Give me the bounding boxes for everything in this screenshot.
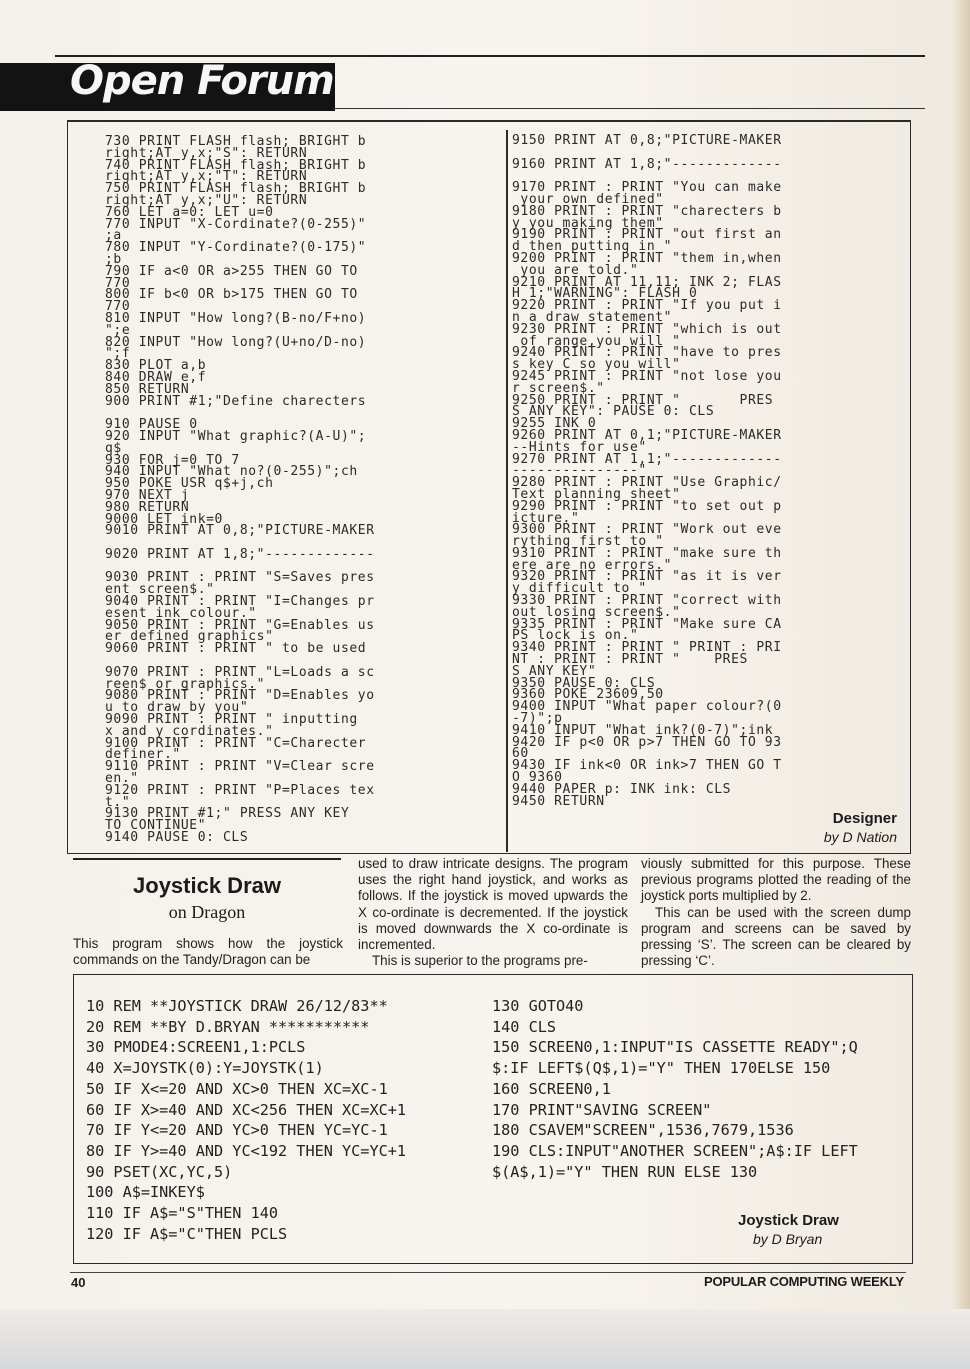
dragon-listing-credit — [738, 1212, 839, 1247]
header-rule — [55, 55, 925, 57]
header-underline — [333, 108, 925, 109]
magazine-name: POPULAR COMPUTING WEEKLY — [704, 1274, 904, 1289]
listing-credit-title: Designer — [832, 810, 897, 827]
column-divider — [506, 130, 508, 852]
page-number: 40 — [71, 1275, 86, 1290]
dragon-credit-title: Joystick Draw — [738, 1212, 839, 1229]
listing-credit-author: by D Nation — [823, 829, 897, 845]
dragon-listing-right: 130 GOTO40 140 CLS 150 SCREEN0,1:INPUT"IS CASSETTE READY";Q $:IF LEFT$(Q$,1)="Y" THEN 170ELSE 150 160 SCREEN0,1 170 PRINT"SAVING SCREEN" 180 CSAVEM"SCREEN",1536,7679,1536 190 CLS:INPUT"ANOTHER SCREEN";A$:IF LEFT $(A$,1)="Y" THEN RUN ELSE 130 — [492, 997, 858, 1181]
article-column-2: used to draw intricate designs. The program uses the right hand joystick, and works as follows. If the joystick is moved upwards the X co-ordinate is decremented. If the joystick is moved downwards the X co-ordinate is incremented. This is superior to the programs pre- — [358, 856, 628, 969]
spectrum-listing-left: 730 PRINT FLASH flash; BRIGHT b right;AT y,x;"S": RETURN 740 PRINT FLASH flash; BRIGHT b right;AT y,x;"T": RETURN 750 PRINT FLASH flash; BRIGHT b right;AT y,x;"U": RETURN 760 LET a=0: LET u=0 770 INPUT "X-Cordinate?(0-255)" ;a 780 INPUT "Y-Cordinate?(0-175)" ;b 790 IF a<0 OR a>255 THEN GO TO 770 800 IF b<0 OR b>175 THEN GO TO 770 810 INPUT "How long?(B-no/F+no) ";e 820 INPUT "How long?(U+no/D-no) ";f 830 PLOT a,b 840 DRAW e,f 850 RETURN 900 PRINT #1;"Define charecters 910 PAUSE 0 920 INPUT "What graphic?(A-U)"; q$ 930 FOR j=0 TO 7 940 INPUT "What no?(0-255)";ch 950 POKE USR q$+j,ch 970 NEXT j 980 RETURN 9000 LET ink=0 9010 PRINT AT 0,8;"PICTURE-MAKER 9020 PRINT AT 1,8;"------------- 9030 PRINT : PRINT "S=Saves pres ent screen$." 9040 PRINT : PRINT "I=Changes pr esent ink colour." 9050 PRINT : PRINT "G=Enables us er defined graphics" 9060 PRINT : PRINT " to be used 9070 PRINT : PRINT "L=Loads a sc reen$ or graphics." 9080 PRINT : PRINT "D=Enables yo u to draw by you" 9090 PRINT : PRINT " inputting x and y cordinates." 9100 PRINT : PRINT "C=Charecter definer." 9110 PRINT : PRINT "V=Clear scre en." 9120 PRINT : PRINT "P=Places tex t." 9130 PRINT #1;" PRESS ANY KEY TO CONTINUE" 9140 PAUSE 0: CLS — [105, 134, 375, 846]
article-title: Joystick Draw — [133, 873, 281, 898]
article-column-1: This program shows how the joystick commands on the Tandy/Dragon can be — [73, 936, 343, 968]
spectrum-listing-right: 9150 PRINT AT 0,8;"PICTURE-MAKER 9160 PRINT AT 1,8;"------------- 9170 PRINT : PRINT "You can make your own defined" 9180 PRINT : PRINT "charecters b y you making them" 9190 PRINT : PRINT "out first an d then putting in " 9200 PRINT : PRINT "them in,when you are told." 9210 PRINT AT 11,11; INK 2; FLAS H 1;"WARNING": FLASH 0 9220 PRINT : PRINT "If you put i n a draw statement" 9230 PRINT : PRINT "which is out of range,you will " 9240 PRINT : PRINT "have to pres s key C so you will" 9245 PRINT : PRINT "not lose you r screen$." 9250 PRINT : PRINT " PRES S ANY KEY": PAUSE 0: CLS 9255 INK 0 9260 PRINT AT 0,1;"PICTURE-MAKER --Hints for use" 9270 PRINT AT 1,1;"------------- ---------------" 9280 PRINT : PRINT "Use Graphic/ Text planning sheet" 9290 PRINT : PRINT "to set out p icture." 9300 PRINT : PRINT "Work out eve rything first to " 9310 PRINT : PRINT "make sure th ere are no errors." 9320 PRINT : PRINT "as it is ver y difficult to " 9330 PRINT : PRINT "correct with out losing screen$." 9335 PRINT : PRINT "Make sure CA PS lock is on." 9340 PRINT : PRINT " PRINT : PRI NT : PRINT : PRINT " PRES S ANY KEY" 9350 PAUSE 0: CLS 9360 POKE 23609,50 9400 INPUT "What paper colour?(0 -7)";p 9410 INPUT "What ink?(0-7)";ink 9420 IF p<0 OR p>7 THEN GO TO 93 60 9430 IF ink<0 OR ink>7 THEN GO T O 9360 9440 PAPER p: INK ink: CLS 9450 RETURN — [512, 133, 782, 809]
article-column-3: viously submitted for this purpose. These previous programs plotted the reading of the joystick ports multiplied by 2. This can be used with the screen dump program and screens can be saved by pressing ‘S’. The screen can be cleared by pressing ‘C’. — [641, 856, 911, 969]
scan-bottom-margin — [0, 1309, 970, 1369]
article-subtitle: on Dragon — [168, 902, 246, 922]
page-edge-shadow — [952, 0, 970, 1369]
dragon-credit-author: by D Bryan — [753, 1231, 823, 1247]
footer-rule — [70, 1272, 906, 1273]
article-rule — [73, 858, 341, 860]
frame-right-border — [910, 120, 912, 853]
listing-credit — [824, 810, 897, 845]
dragon-listing-left: 10 REM **JOYSTICK DRAW 26/12/83** 20 REM **BY D.BRYAN *********** 30 PMODE4:SCREEN1,1:PCLS 40 X=JOYSTK(0):Y=JOYSTK(1) 50 IF X<=20 AND XC>0 THEN XC=XC-1 60 IF X>=40 AND XC<256 THEN XC=XC+1 70 IF Y<=20 AND YC>0 THEN YC=YC-1 80 IF Y>=40 AND YC<192 THEN YC=YC+1 90 PSET(XC,YC,5) 100 A$=INKEY$ 110 IF A$="S"THEN 140 120 IF A$="C"THEN PCLS — [86, 997, 407, 1243]
frame-top-border — [68, 120, 911, 122]
section-title: Open Forum — [70, 58, 334, 104]
